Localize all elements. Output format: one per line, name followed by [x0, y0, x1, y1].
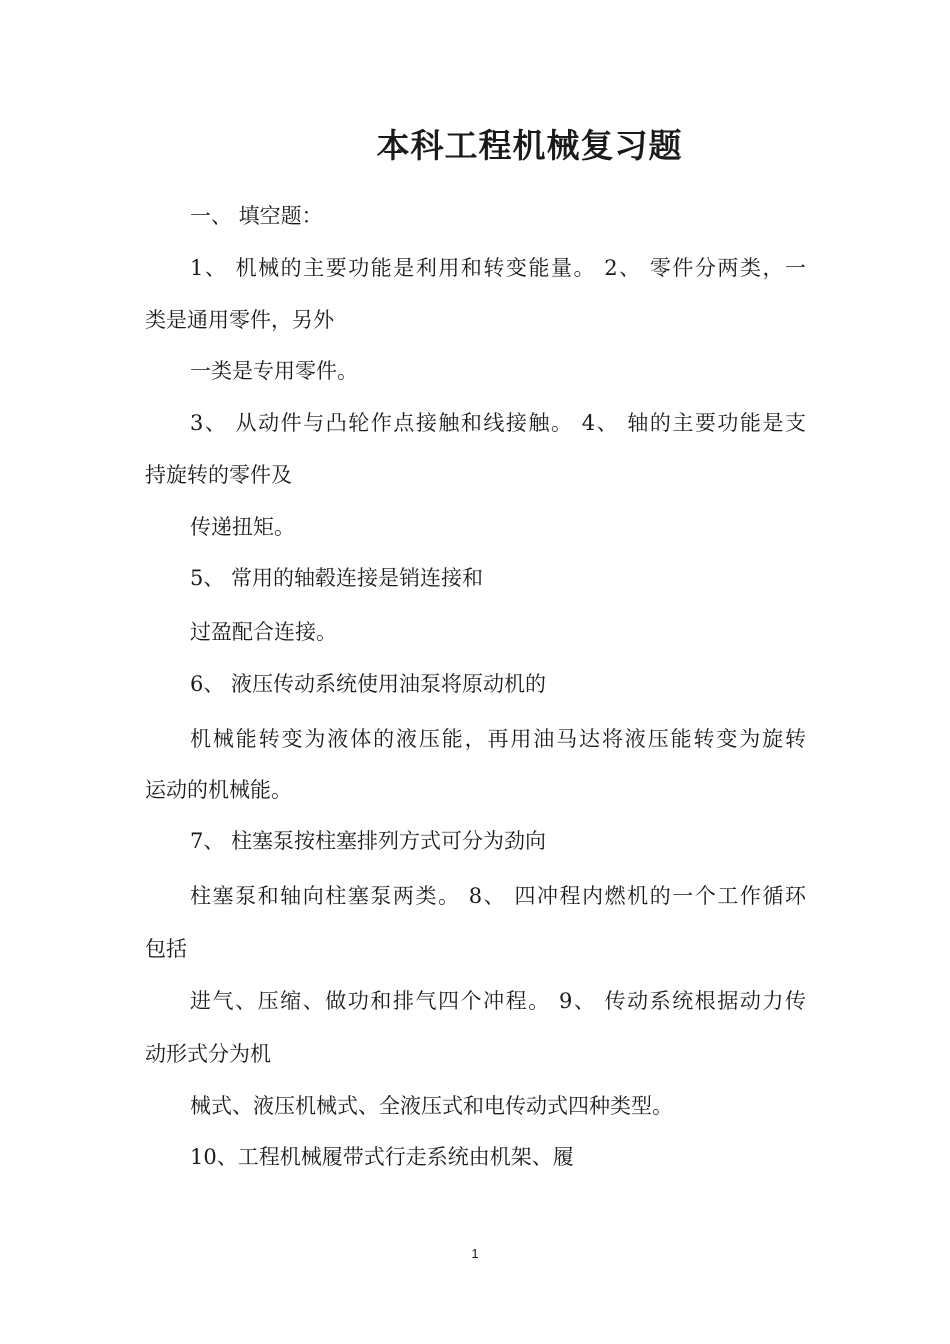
- text-line: 类是通用零件，另外: [145, 308, 334, 332]
- page-number: 1: [471, 1246, 479, 1261]
- text-line: 包括: [145, 937, 187, 961]
- text-line: 传递扭矩。: [190, 515, 295, 539]
- text-line: 动形式分为机: [145, 1042, 271, 1066]
- text-line: 机械能转变为液体的液压能，再用油马达将液压能转变为旋转: [190, 727, 806, 751]
- text-line: 进气、压缩、做功和排气四个冲程。 9、 传动系统根据动力传: [190, 989, 806, 1013]
- text-line: 械式、液压机械式、全液压式和电传动式四种类型。: [190, 1094, 673, 1118]
- text-line: 7、 柱塞泵按柱塞排列方式可分为劲向: [190, 829, 547, 853]
- text-line: 柱塞泵和轴向柱塞泵两类。 8、 四冲程内燃机的一个工作循环: [190, 884, 806, 908]
- text-line: 6、 液压传动系统使用油泵将原动机的: [190, 672, 547, 696]
- text-line: 一类是专用零件。: [190, 359, 358, 383]
- page-title: 本科工程机械复习题: [376, 126, 683, 165]
- text-line: 运动的机械能。: [145, 778, 292, 802]
- text-line: 10、工程机械履带式行走系统由机架、履: [190, 1145, 574, 1169]
- text-line: 过盈配合连接。: [190, 620, 337, 644]
- text-line: 3、 从动件与凸轮作点接触和线接触。 4、 轴的主要功能是支: [190, 411, 806, 435]
- text-line: 持旋转的零件及: [145, 463, 292, 487]
- text-line: 1、 机械的主要功能是利用和转变能量。 2、 零件分两类，一: [190, 256, 806, 280]
- text-line: 5、 常用的轴毂连接是销连接和: [190, 566, 484, 590]
- section-heading: 一、 填空题：: [190, 204, 323, 228]
